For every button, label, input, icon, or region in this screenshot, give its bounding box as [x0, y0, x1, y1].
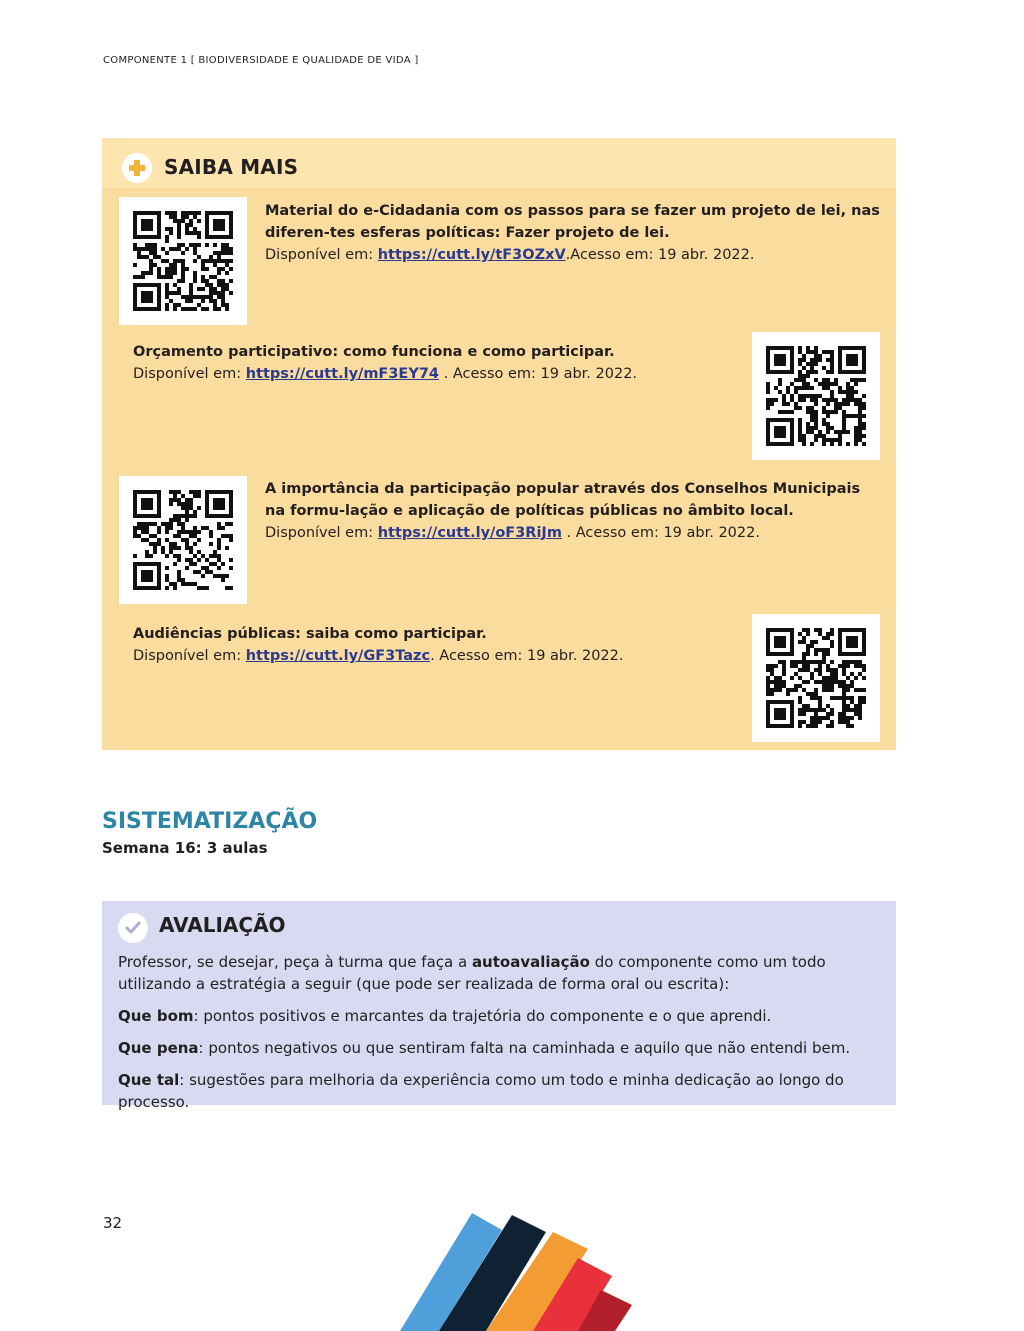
check-icon: [118, 913, 148, 943]
resource-entry-2: [133, 341, 733, 385]
qr-code-4: [752, 614, 880, 742]
resource-availability: Disponível em: https://cutt.ly/oF3RiJm . Acesso em: 19 abr. 2022.: [265, 525, 760, 541]
qr-code-2: [752, 332, 880, 460]
avaliacao-body: [118, 951, 888, 1123]
resource-link[interactable]: https://cutt.ly/oF3RiJm: [377, 525, 562, 541]
qr-code-1: [119, 197, 247, 325]
resource-title: Orçamento participativo: como funciona e como participar.: [133, 344, 615, 360]
avaliacao-item-que-tal: Que tal: sugestões para melhoria da experiência como um todo e minha dedicação ao longo do processo.: [118, 1071, 844, 1111]
resource-availability: Disponível em: https://cutt.ly/mF3EY74 . Acesso em: 19 abr. 2022.: [133, 366, 638, 382]
resource-availability: Disponível em: https://cutt.ly/GF3Tazc. Acesso em: 19 abr. 2022.: [133, 648, 624, 664]
avaliacao-item-que-pena: Que pena: pontos negativos ou que sentiram falta na caminhada e aquilo que não entendi bem.: [118, 1039, 851, 1057]
avaliacao-intro: Professor, se desejar, peça à turma que faça a autoavaliação do componente como um todo utilizando a estratégia a seguir (que pode ser realizada de forma oral ou escrita):: [118, 953, 826, 993]
resource-title: Material do e-Cidadania com os passos para se fazer um projeto de lei, nas diferen-tes esferas políticas: Fazer projeto de lei.: [265, 203, 880, 241]
resource-entry-1: [265, 200, 885, 266]
resource-link[interactable]: https://cutt.ly/mF3EY74: [245, 366, 440, 382]
resource-entry-4: [133, 623, 733, 667]
qr-code-3: [119, 476, 247, 604]
avaliacao-box: [102, 901, 896, 1111]
avaliacao-item-que-bom: Que bom: pontos positivos e marcantes da trajetória do componente e o que aprendi.: [118, 1007, 772, 1025]
resource-title: A importância da participação popular através dos Conselhos Municipais na formu-lação e aplicação de políticas públicas no âmbito local.: [265, 481, 861, 519]
avaliacao-title: AVALIAÇÃO: [159, 913, 286, 937]
resource-link[interactable]: https://cutt.ly/tF3OZxV: [377, 247, 566, 263]
running-header: COMPONENTE 1 [ BIODIVERSIDADE E QUALIDADE DE VIDA ]: [103, 55, 419, 66]
plus-icon: [122, 153, 152, 183]
saiba-mais-header: [102, 138, 896, 188]
resource-entry-3: [265, 478, 885, 544]
decorative-stripes: [400, 1210, 640, 1331]
saiba-mais-box: [102, 138, 896, 750]
resource-link[interactable]: https://cutt.ly/GF3Tazc: [245, 648, 431, 664]
section-subtitle: Semana 16: 3 aulas: [102, 839, 268, 857]
resource-title: Audiências públicas: saiba como participar.: [133, 626, 487, 642]
resource-availability: Disponível em: https://cutt.ly/tF3OZxV.Acesso em: 19 abr. 2022.: [265, 247, 755, 263]
page-number: 32: [103, 1214, 123, 1232]
section-title: SISTEMATIZAÇÃO: [102, 809, 318, 834]
saiba-mais-title: SAIBA MAIS: [164, 155, 299, 179]
